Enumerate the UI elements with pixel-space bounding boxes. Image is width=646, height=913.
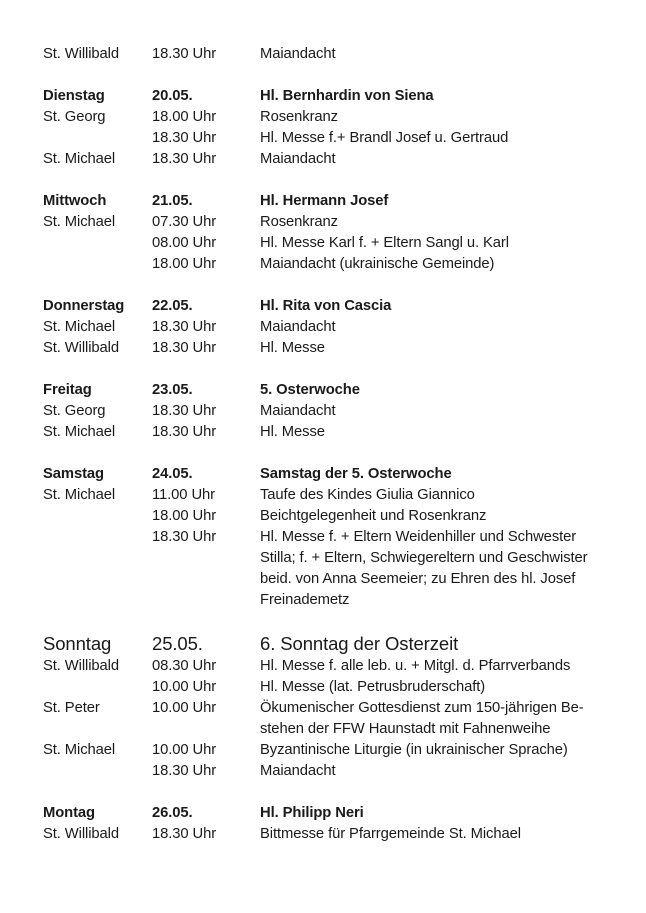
weekday-label: Freitag — [43, 382, 92, 398]
feast-title: Hl. Rita von Cascia — [260, 298, 392, 314]
event-description: Hl. Messe — [260, 340, 325, 356]
time-label: 10.00 Uhr — [152, 742, 217, 758]
event-description: Maiandacht — [260, 151, 336, 167]
schedule-row — [43, 254, 613, 275]
time-label: 10.00 Uhr — [152, 700, 217, 716]
day-header — [43, 86, 613, 107]
event-description: Hl. Messe f.+ Brandl Josef u. Gertraud — [260, 130, 509, 146]
feast-title: 6. Sonntag der Osterzeit — [260, 633, 459, 654]
schedule-row — [43, 422, 613, 443]
church-name: St. Willibald — [43, 46, 119, 62]
church-name: St. Michael — [43, 742, 116, 758]
spacer — [43, 65, 613, 86]
time-label: 11.00 Uhr — [152, 487, 215, 503]
time-label: 18.30 Uhr — [152, 826, 217, 842]
event-description: Maiandacht — [260, 403, 336, 419]
date-label: 25.05. — [152, 633, 203, 654]
event-description: Rosenkranz — [260, 214, 338, 230]
church-name: St. Peter — [43, 700, 100, 716]
event-description: Hl. Messe Karl f. + Eltern Sangl u. Karl — [260, 235, 509, 251]
day-header — [43, 191, 613, 212]
day-header — [43, 464, 613, 485]
feast-title: Hl. Philipp Neri — [260, 805, 364, 821]
spacer — [43, 443, 613, 464]
date-label: 26.05. — [152, 805, 193, 821]
time-label: 10.00 Uhr — [152, 679, 217, 695]
weekday-label: Montag — [43, 805, 95, 821]
event-description: Taufe des Kindes Giulia Giannico — [260, 487, 475, 503]
time-label: 08.00 Uhr — [152, 235, 217, 251]
time-label: 18.00 Uhr — [152, 508, 217, 524]
day-header — [43, 632, 613, 656]
date-label: 24.05. — [152, 466, 193, 482]
feast-title: 5. Osterwoche — [260, 382, 360, 398]
time-label: 08.30 Uhr — [152, 658, 217, 674]
feast-title: Hl. Bernhardin von Siena — [260, 88, 434, 104]
time-label: 18.00 Uhr — [152, 256, 217, 272]
event-description: Hl. Messe f. alle leb. u. + Mitgl. d. Pfarrverbands — [260, 658, 571, 674]
time-label: 18.30 Uhr — [152, 340, 217, 356]
time-label: 18.30 Uhr — [152, 151, 217, 167]
time-label: 18.30 Uhr — [152, 763, 217, 779]
schedule-row — [43, 212, 613, 233]
church-name: St. Michael — [43, 214, 116, 230]
day-header — [43, 803, 613, 824]
event-description: Ökumenischer Gottesdienst zum 150-jährigen Be-stehen der FFW Haunstadt mit Fahnenweihe — [260, 700, 584, 737]
day-header — [43, 296, 613, 317]
schedule-row — [43, 656, 613, 677]
schedule-row — [43, 527, 613, 611]
church-name: St. Georg — [43, 109, 106, 125]
event-description: Maiandacht (ukrainische Gemeinde) — [260, 256, 495, 272]
feast-title: Samstag der 5. Osterwoche — [260, 466, 452, 482]
time-label: 18.00 Uhr — [152, 109, 217, 125]
time-label: 07.30 Uhr — [152, 214, 217, 230]
time-label: 18.30 Uhr — [152, 130, 217, 146]
event-description: Rosenkranz — [260, 109, 338, 125]
feast-title: Hl. Hermann Josef — [260, 193, 389, 209]
spacer — [43, 611, 613, 632]
spacer — [43, 782, 613, 803]
day-header — [43, 380, 613, 401]
schedule-row — [43, 761, 613, 782]
schedule-row — [43, 401, 613, 422]
church-name: St. Willibald — [43, 658, 119, 674]
time-label: 18.30 Uhr — [152, 529, 217, 545]
schedule-row — [43, 44, 613, 65]
weekday-label: Donnerstag — [43, 298, 125, 314]
church-name: St. Georg — [43, 403, 106, 419]
schedule-row — [43, 233, 613, 254]
schedule-row — [43, 128, 613, 149]
date-label: 22.05. — [152, 298, 193, 314]
event-description: Maiandacht — [260, 46, 336, 62]
weekday-label: Sonntag — [43, 633, 112, 654]
schedule-row — [43, 824, 613, 845]
church-name: St. Michael — [43, 319, 116, 335]
church-name: St. Michael — [43, 151, 116, 167]
schedule-row — [43, 506, 613, 527]
church-name: St. Michael — [43, 424, 116, 440]
event-description: Hl. Messe f. + Eltern Weidenhiller und Schwester Stilla; f. + Eltern, Schwiegereltern und Geschwister beid. von Anna Seemeier; zu Ehren des hl. Josef Freinademetz — [260, 529, 588, 608]
church-name: St. Willibald — [43, 340, 119, 356]
date-label: 21.05. — [152, 193, 193, 209]
schedule-row — [43, 338, 613, 359]
event-description: Beichtgelegenheit und Rosenkranz — [260, 508, 487, 524]
time-label: 18.30 Uhr — [152, 403, 217, 419]
spacer — [43, 170, 613, 191]
time-label: 18.30 Uhr — [152, 46, 217, 62]
time-label: 18.30 Uhr — [152, 319, 217, 335]
event-description: Maiandacht — [260, 319, 336, 335]
schedule-row — [43, 740, 613, 761]
schedule-row — [43, 698, 613, 740]
weekday-label: Dienstag — [43, 88, 105, 104]
schedule-row — [43, 107, 613, 128]
event-description: Hl. Messe — [260, 424, 325, 440]
church-name: St. Willibald — [43, 826, 119, 842]
spacer — [43, 275, 613, 296]
spacer — [43, 359, 613, 380]
date-label: 20.05. — [152, 88, 193, 104]
schedule-row — [43, 317, 613, 338]
schedule-row — [43, 677, 613, 698]
event-description: Byzantinische Liturgie (in ukrainischer Sprache) — [260, 742, 568, 758]
event-description: Maiandacht — [260, 763, 336, 779]
event-description: Hl. Messe (lat. Petrusbruderschaft) — [260, 679, 486, 695]
schedule-row — [43, 485, 613, 506]
weekday-label: Mittwoch — [43, 193, 107, 209]
date-label: 23.05. — [152, 382, 193, 398]
schedule-row — [43, 149, 613, 170]
weekday-label: Samstag — [43, 466, 104, 482]
church-name: St. Michael — [43, 487, 116, 503]
schedule-list — [43, 44, 613, 845]
event-description: Bittmesse für Pfarrgemeinde St. Michael — [260, 826, 521, 842]
time-label: 18.30 Uhr — [152, 424, 217, 440]
